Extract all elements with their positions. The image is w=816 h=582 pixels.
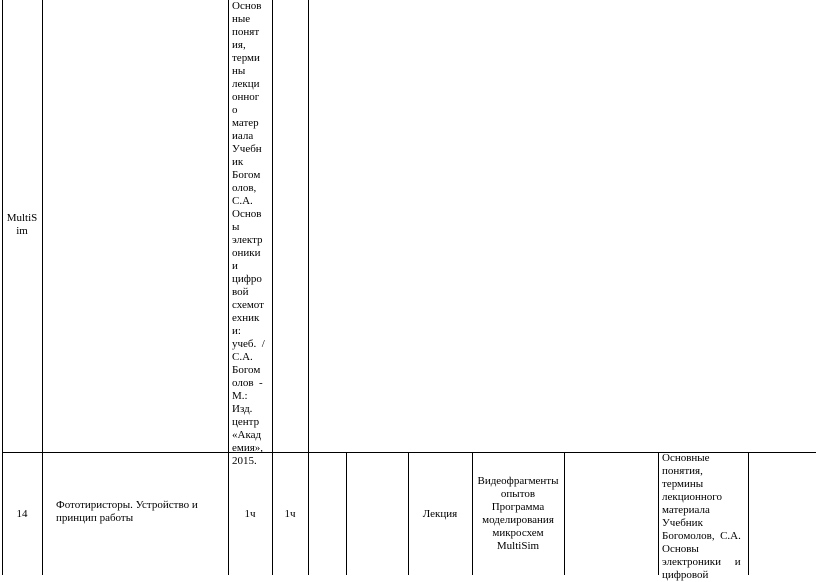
materials-line: Богом	[232, 169, 261, 181]
top-row-col1-line: im	[16, 225, 28, 237]
equipment-line: моделирования	[482, 514, 554, 526]
grid-vline	[308, 0, 309, 575]
materials-line: ны	[232, 65, 246, 77]
materials-line: лекци	[232, 78, 260, 90]
materials-line: С.А.	[232, 351, 253, 363]
materials-line: понятия,	[662, 465, 703, 477]
equipment-line: опытов	[500, 488, 536, 500]
materials-line: 2015.	[232, 455, 257, 467]
grid-vline	[272, 0, 273, 575]
materials-line: и	[232, 260, 238, 272]
materials-line: Основные	[662, 452, 710, 464]
top-row-col1-line: MultiS	[6, 212, 38, 224]
materials-line: Учебник	[662, 517, 703, 529]
equipment-line: MultiSim	[496, 540, 540, 552]
row-topic-line: Фототиристоры. Устройство и	[56, 499, 198, 511]
grid-vline	[346, 452, 347, 575]
materials-line: цифровой	[662, 569, 709, 581]
materials-line: понят	[232, 26, 260, 38]
materials-line: вой	[232, 286, 249, 298]
materials-line: Богом	[232, 364, 261, 376]
grid-vline	[748, 452, 749, 575]
materials-line: электр	[232, 234, 263, 246]
materials-line: термины	[662, 478, 704, 490]
row-topic-line: принцип работы	[56, 512, 134, 524]
materials-line: материала	[662, 504, 710, 516]
materials-line: ы	[232, 221, 240, 233]
materials-line: «Акад	[232, 429, 262, 441]
materials-line: емия»,	[232, 442, 264, 454]
lesson-type: Лекция	[422, 508, 458, 520]
materials-line: электроники и	[662, 556, 741, 568]
grid-vline	[564, 452, 565, 575]
row-number: 14	[16, 508, 28, 520]
materials-line: Изд.	[232, 403, 253, 415]
materials-line: ия,	[232, 39, 246, 51]
materials-line: оники	[232, 247, 261, 259]
materials-line: терми	[232, 52, 260, 64]
materials-line: ик	[232, 156, 244, 168]
row-materials	[662, 452, 746, 582]
top-row-col1	[2, 212, 42, 238]
materials-line: схемот	[232, 299, 264, 311]
materials-line: Основы	[662, 543, 699, 555]
materials-line: С.А.	[232, 195, 253, 207]
materials-line: иала	[232, 130, 254, 142]
materials-line: Основ	[232, 208, 262, 220]
materials-line: матер	[232, 117, 259, 129]
materials-line: и:	[232, 325, 241, 337]
materials-line: учеб. /	[232, 338, 265, 350]
materials-line: Основ	[232, 0, 262, 12]
materials-line: олов,	[232, 182, 257, 194]
materials-line: Учебн	[232, 143, 262, 155]
materials-line: о	[232, 104, 238, 116]
materials-line: онног	[232, 91, 260, 103]
hours-theory: 1ч	[284, 508, 296, 520]
materials-line: центр	[232, 416, 260, 428]
materials-line: ехник	[232, 312, 260, 324]
equipment-line: Видеофрагменты	[477, 475, 559, 487]
hours-total: 1ч	[244, 508, 256, 520]
materials-line: М.:	[232, 390, 248, 402]
equipment-cell	[472, 475, 564, 553]
materials-line: лекционного	[662, 491, 723, 503]
materials-line: Богомолов, С.А.	[662, 530, 741, 542]
materials-line: цифро	[232, 273, 262, 285]
grid-vline	[658, 452, 659, 575]
materials-line: ные	[232, 13, 251, 25]
top-row-materials	[232, 0, 270, 468]
grid-vline	[228, 0, 229, 575]
grid-vline	[2, 0, 3, 575]
grid-vline	[42, 0, 43, 575]
equipment-line: Программа	[491, 501, 545, 513]
equipment-line: микросхем	[492, 527, 544, 539]
row-topic	[56, 499, 226, 525]
materials-line: олов -	[232, 377, 263, 389]
